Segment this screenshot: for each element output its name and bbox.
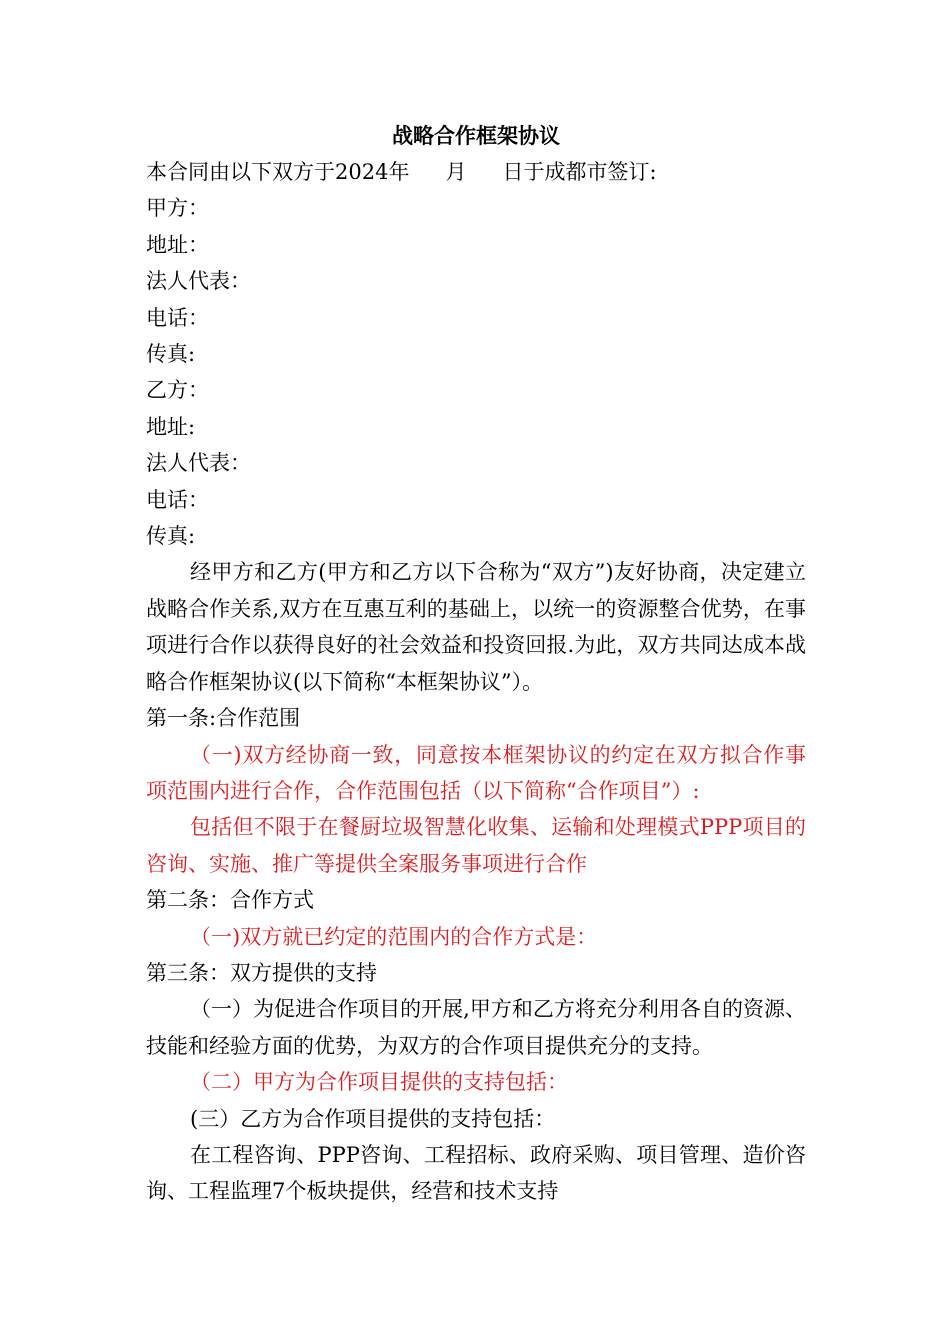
party-a-fax: 传真:: [146, 342, 196, 367]
party-a-label: 甲方：: [146, 196, 209, 221]
article3-item2: （二）甲方为合作项目提供的支持包括：: [190, 1070, 568, 1095]
party-a-phone: 电话：: [146, 305, 209, 330]
signing-prefix: 本合同由以下双方于: [146, 160, 335, 184]
document-page: [146, 118, 806, 1210]
party-a-address: 地址：: [146, 232, 209, 257]
article3-heading: 第三条：双方提供的支持: [146, 960, 377, 985]
preamble-paragraph: 经甲方和乙方(甲方和乙方以下合称为“双方”)友好协商，决定建立战略合作关系,双方在互惠互利的基础上，以统一的资源整合优势，在事项进行合作以获得良好的社会效益和投资回报.为此，双方共同达成本战略合作框架协议(以下简称“本框架协议”）。: [146, 560, 806, 694]
document-title: 战略合作框架协议: [392, 123, 560, 148]
party-b-phone: 电话：: [146, 487, 209, 512]
signing-month: 月: [445, 160, 467, 184]
article3-item3-detail: 在工程咨询、PPP咨询、工程招标、政府采购、项目管理、造价咨询、工程监理7个板块提供，经营和技术支持: [146, 1142, 806, 1204]
article1-item1-detail: 包括但不限于在餐厨垃圾智慧化收集、运输和处理模式PPP项目的咨询、实施、推广等提供全案服务事项进行合作: [146, 815, 806, 876]
signing-statement: [146, 154, 806, 190]
article3-item1: （一）为促进合作项目的开展,甲方和乙方将充分利用各自的资源、技能和经验方面的优势，为双方的合作项目提供充分的支持。: [146, 997, 806, 1058]
article3-item3: (三）乙方为合作项目提供的支持包括：: [190, 1106, 556, 1131]
article2-heading: 第二条：合作方式: [146, 888, 314, 913]
article1-item1: （一)双方经协商一致，同意按本框架协议的约定在双方拟合作事项范围内进行合作，合作范围包括（以下简称“合作项目”）:: [146, 742, 806, 803]
party-b-address: 地址:: [146, 414, 196, 439]
article2-item1: （一)双方就已约定的范围内的合作方式是：: [190, 924, 598, 949]
signing-year: 2024年: [335, 160, 410, 184]
party-b-legal-rep: 法人代表：: [146, 451, 251, 476]
signing-suffix: 日于成都市签订:: [502, 160, 657, 184]
party-a-legal-rep: 法人代表：: [146, 269, 251, 294]
article1-heading: 第一条:合作范围: [146, 706, 301, 731]
party-b-fax: 传真:: [146, 524, 196, 549]
party-b-label: 乙方：: [146, 378, 209, 403]
